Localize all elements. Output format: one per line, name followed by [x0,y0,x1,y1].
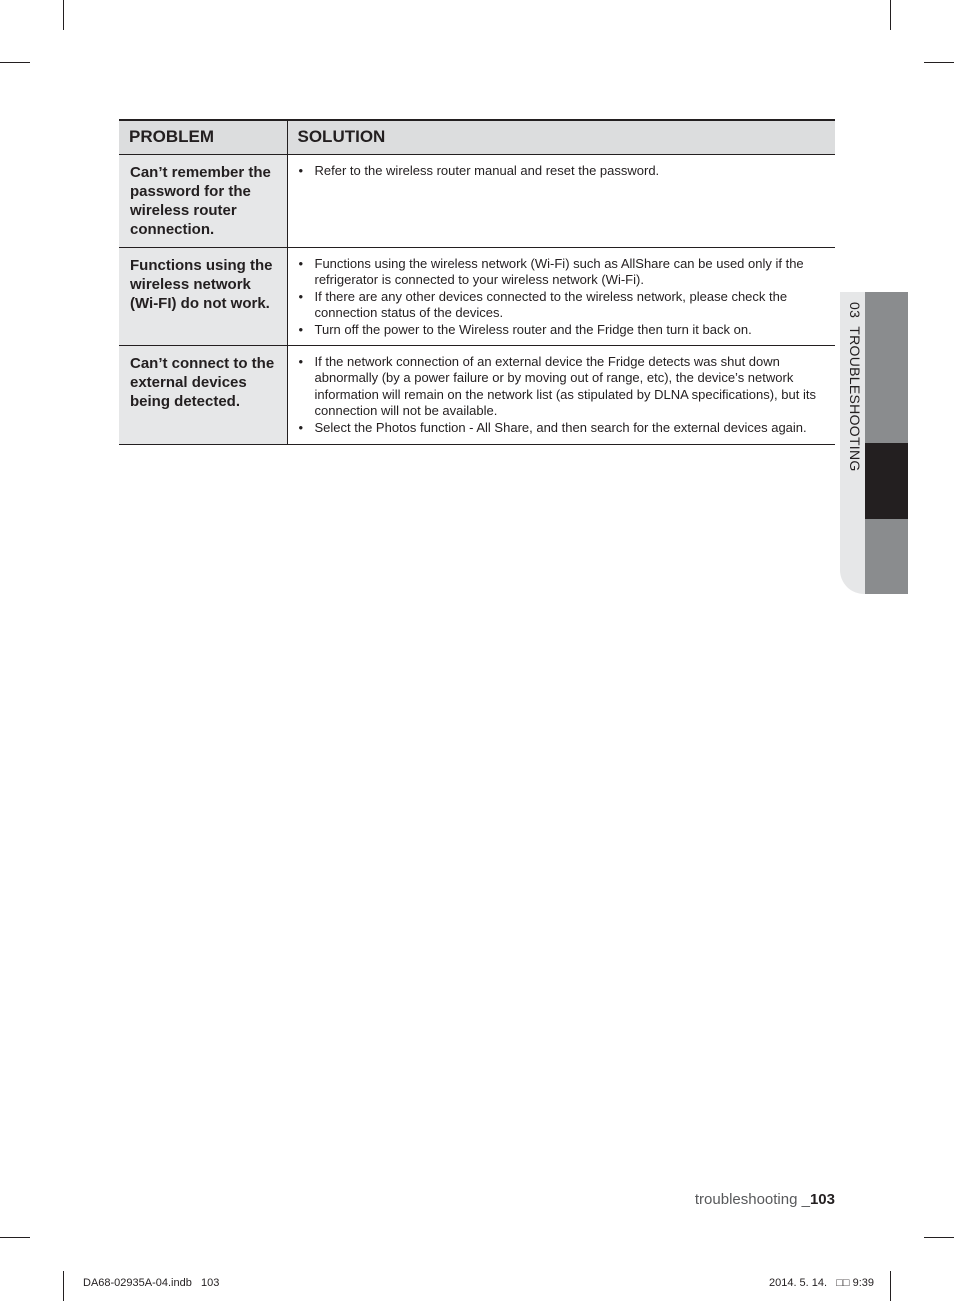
header-problem: PROBLEM [119,120,287,154]
chapter-tab-label: 03 TROUBLESHOOTING [847,302,863,472]
solution-cell [287,154,835,247]
print-slug-file: DA68-02935A-04.indb 103 [83,1277,220,1289]
bullet-icon: • [298,162,304,178]
bullet-icon: • [298,288,304,304]
crop-mark [63,0,64,30]
problem-cell: Functions using the wireless network (Wi-FI) do not work. [119,247,287,345]
bullet-icon: • [298,321,304,337]
bullet-icon: • [298,419,304,435]
table-row [119,247,835,345]
solution-item: • If the network connection of an external device the Fridge detects was shut down abnormally (by a power failure or by moving out of range, etc), the device’s network information will remain on the network list (as stipulated by DLNA specifications), but its connection will not be available. [298,353,816,419]
crop-mark [890,1271,891,1301]
bullet-icon: • [298,353,304,369]
solution-cell [287,247,835,345]
footer-section-label: troubleshooting _ [694,1191,810,1208]
problem-cell: Can’t connect to the external devices being detected. [119,345,287,444]
crop-mark [890,0,891,30]
crop-mark [63,1271,64,1301]
table-row [119,154,835,247]
crop-mark [924,1237,954,1238]
solution-item: • If there are any other devices connected to the wireless network, please check the connection status of the devices. [298,288,788,321]
solution-cell [287,345,835,444]
table-header-row [119,120,835,154]
bullet-icon: • [298,255,304,271]
chapter-tab-active-marker [865,443,908,519]
crop-mark [924,62,954,63]
troubleshooting-table [119,119,835,445]
page-footer [695,1191,835,1208]
problem-cell: Can’t remember the password for the wireless router connection. [119,154,287,247]
solution-item: • Select the Photos function - All Share, and then search for the external devices again. [298,419,807,435]
solution-item: • Turn off the power to the Wireless router and the Fridge then turn it back on. [298,321,752,337]
crop-mark [0,62,30,63]
table-row [119,345,835,444]
crop-mark [0,1237,30,1238]
solution-item: • Refer to the wireless router manual and reset the password. [298,162,660,178]
page-number: 103 [809,1191,835,1208]
print-slug-date: 2014. 5. 14. □□ 9:39 [768,1277,874,1289]
header-solution: SOLUTION [287,120,835,154]
solution-item: • Functions using the wireless network (Wi-Fi) such as AllShare can be used only if the refrigerator is connected to your wireless network (Wi-Fi). [298,255,804,288]
